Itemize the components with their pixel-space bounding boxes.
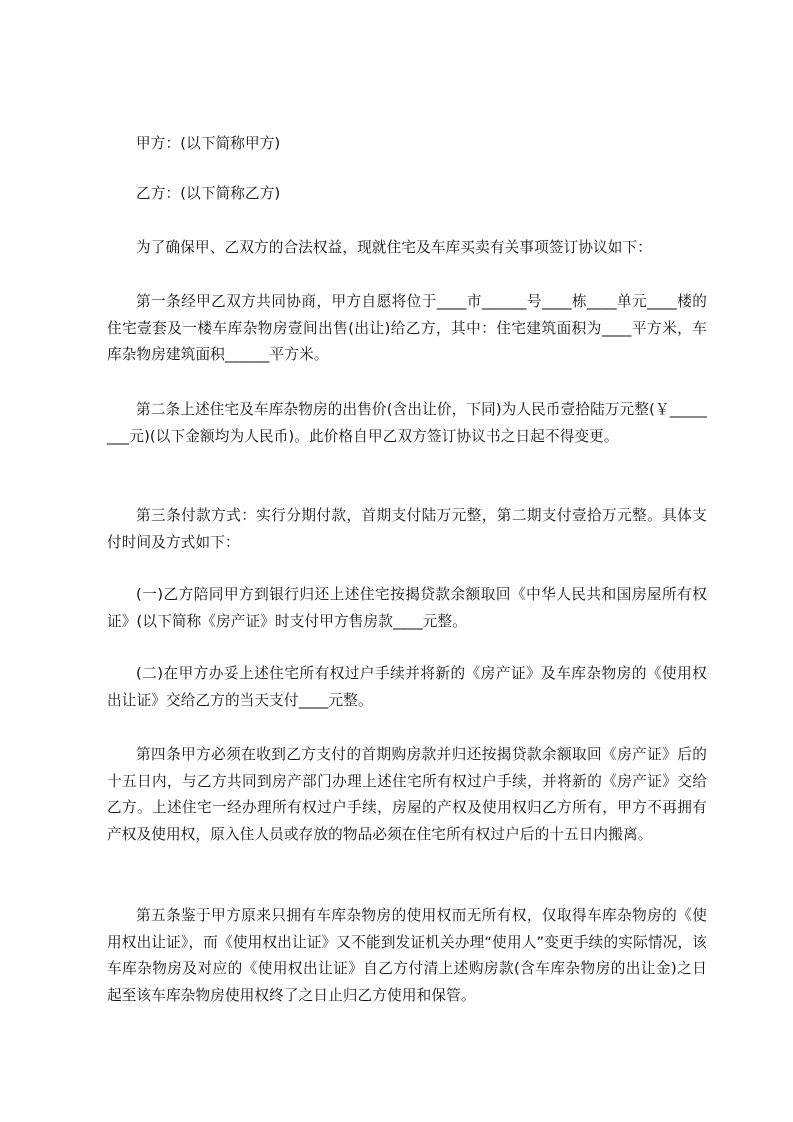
article-5-paragraph: 第五条鉴于甲方原来只拥有车库杂物房的使用权而无所有权，仅取得车库杂物房的《使用权出让证》，而《使用权出让证》又不能到发证机关办理“使用人”变更手续的实际情况，该车库杂物房及对应的《使用权出让证》自乙方付清上述购房款(含车库杂物房的出让金)之日起至该车库杂物房使用权终了之日止归乙方使用和保管。 xyxy=(107,907,707,1004)
party-b-line: 乙方：(以下简称乙方) xyxy=(136,185,281,202)
preamble-paragraph: 为了确保甲、乙双方的合法权益，现就住宅及车库买卖有关事项签订协议如下： xyxy=(136,239,653,256)
article-2-paragraph: 第二条上述住宅及车库杂物房的出售价(含出让价，下同)为人民币壹拾陆万元整(￥________元)(以下金额均为人民币)。此价格自甲乙双方签订协议书之日起不得变更。 xyxy=(107,401,707,445)
article-1-paragraph: 第一条经甲乙双方共同协商，甲方自愿将位于____市______号____栋____单元____楼的住宅壹套及一楼车库杂物房壹间出售(出让)给乙方，其中：住宅建筑面积为____平方米，车库杂物房建筑面积______平方米。 xyxy=(107,293,707,363)
article-4-paragraph: 第四条甲方必须在收到乙方支付的首期购房款并归还按揭贷款余额取回《房产证》后的十五日内，与乙方共同到房产部门办理上述住宅所有权过户手续，并将新的《房产证》交给乙方。上述住宅一经办理所有权过户手续，房屋的产权及使用权归乙方所有，甲方不再拥有产权及使用权，原入住人员或存放的物品必须在住宅所有权过户后的十五日内搬离。 xyxy=(107,746,707,843)
article-3-paragraph: 第三条付款方式：实行分期付款，首期支付陆万元整，第二期支付壹拾万元整。具体支付时间及方式如下： xyxy=(107,507,707,551)
party-a-line: 甲方：(以下简称甲方) xyxy=(136,135,281,152)
article-3-item-1: (一)乙方陪同甲方到银行归还上述住宅按揭贷款余额取回《中华人民共和国房屋所有权证》(以下简称《房产证》时支付甲方售房款____元整。 xyxy=(107,586,707,630)
article-3-item-2: (二)在甲方办妥上述住宅所有权过户手续并将新的《房产证》及车库杂物房的《使用权出让证》交给乙方的当天支付____元整。 xyxy=(107,665,707,709)
